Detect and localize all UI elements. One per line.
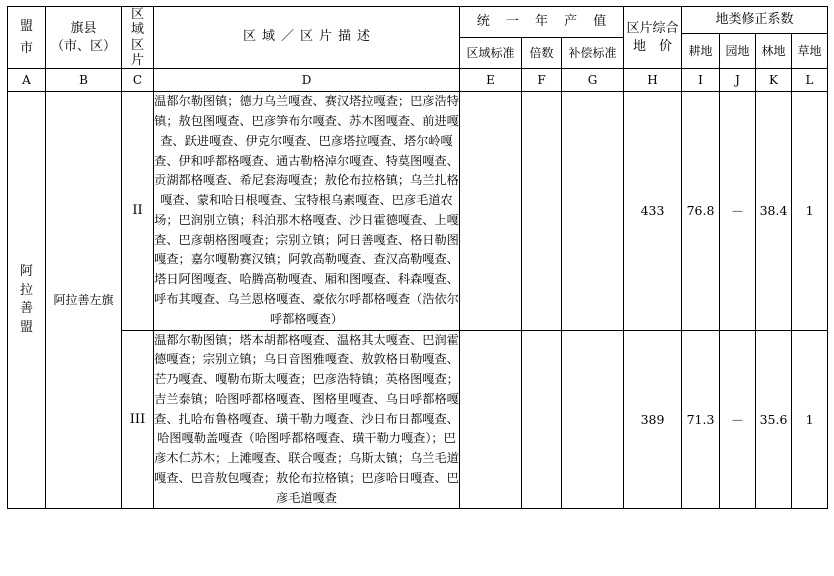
header-comprehensive-price: 区片综合 地 价 [624,7,682,69]
document-page [0,6,834,576]
letter-g: G [562,69,624,92]
letter-c: C [122,69,154,92]
header-county: 旗县 （市、区） [46,7,122,69]
cell-multiple [522,330,562,509]
header-multiple: 倍数 [522,38,562,69]
cell-comprehensive-price: 389 [624,330,682,509]
header-row-group [8,7,828,34]
cell-multiple [522,92,562,330]
cell-forest: 38.4 [756,92,792,330]
letter-l: L [792,69,828,92]
cell-compensation-standard [562,330,624,509]
cell-league: 阿 拉 善 盟 [8,92,46,509]
cell-regional-standard [460,92,522,330]
header-zone: 区 域 区 片 [122,7,154,69]
header-orchard: 园地 [720,34,756,69]
header-regional-standard: 区域标准 [460,38,522,69]
letter-k: K [756,69,792,92]
cell-forest: 35.6 [756,330,792,509]
cell-compensation-standard [562,92,624,330]
table-row [8,330,828,509]
letter-d: D [154,69,460,92]
letter-j: J [720,69,756,92]
letter-e: E [460,69,522,92]
header-forest: 林地 [756,34,792,69]
cell-county: 阿拉善左旗 [46,92,122,509]
header-landtype-coefficients-group: 地类修正系数 [682,7,828,34]
cell-grassland: 1 [792,330,828,509]
cell-description: 温都尔勒图镇；塔本胡都格嘎查、温格其太嘎查、巴润霍德嘎查；宗别立镇；乌日音图雅嘎查、敖敦格日勒嘎查、芒乃嘎查、嘎勒布斯太嘎查；巴彦浩特镇；英格图嘎查；吉兰泰镇；哈图呼都格嘎查、图格里嘎查、乌日呼都格嘎查、扎哈布鲁格嘎查、璜干勒力嘎查、沙日布日都嘎查、哈图嘎勒盖嘎查（哈图呼都格嘎查、璜干勒力嘎查）；巴彦木仁苏木；上滩嘎查、联合嘎查；乌斯太镇；乌兰毛道嘎查、巴音敖包嘎查；敖伦布拉格镇；巴彦哈日嘎查、巴彦毛道嘎查 [154,330,460,509]
header-description: 区域／区片描述 [154,7,460,69]
cell-orchard: － [720,92,756,330]
header-farmland: 耕地 [682,34,720,69]
header-league: 盟 市 [8,7,46,69]
cell-regional-standard [460,330,522,509]
letter-b: B [46,69,122,92]
cell-farmland: 71.3 [682,330,720,509]
land-price-table [7,6,828,509]
cell-grassland: 1 [792,92,828,330]
cell-comprehensive-price: 433 [624,92,682,330]
cell-orchard: － [720,330,756,509]
header-annual-output-group: 统 一 年 产 值 [460,7,624,38]
letter-f: F [522,69,562,92]
cell-farmland: 76.8 [682,92,720,330]
column-letter-row [8,69,828,92]
letter-i: I [682,69,720,92]
cell-zone: II [122,92,154,330]
table-row [8,92,828,330]
cell-description: 温都尔勒图镇；德力乌兰嘎查、赛汉塔拉嘎查；巴彦浩特镇；敖包图嘎查、巴彦笋布尔嘎查、苏木图嘎查、前进嘎查、跃进嘎查、伊克尔嘎查、巴彦塔拉嘎查、塔尔岭嘎查、伊和呼都格嘎查、通古勒格淖尔嘎查、特莫图嘎查、贡湖都格嘎查、希尼套海嘎查；敖伦布拉格镇；乌兰扎格嘎查、蒙和哈日根嘎查、宝特根乌素嘎查、巴彦毛道农场；巴润别立镇；科泊那木格嘎查、沙日霍德嘎查、上嘎查、巴彦朝格图嘎查；宗别立镇；阿日善嘎查、格日勒图嘎查；嘉尔嘎勒赛汉镇；阿敦高勒嘎查、查汉高勒嘎查、塔日阿图嘎查、哈腾高勒嘎查、厢和图嘎查、科森嘎查、呼布其嘎查、乌兰恩格嘎查、豪依尔呼都格嘎查（浩依尔呼都格嘎查） [154,92,460,330]
header-compensation-standard: 补偿标准 [562,38,624,69]
letter-a: A [8,69,46,92]
letter-h: H [624,69,682,92]
header-grassland: 草地 [792,34,828,69]
cell-zone: III [122,330,154,509]
